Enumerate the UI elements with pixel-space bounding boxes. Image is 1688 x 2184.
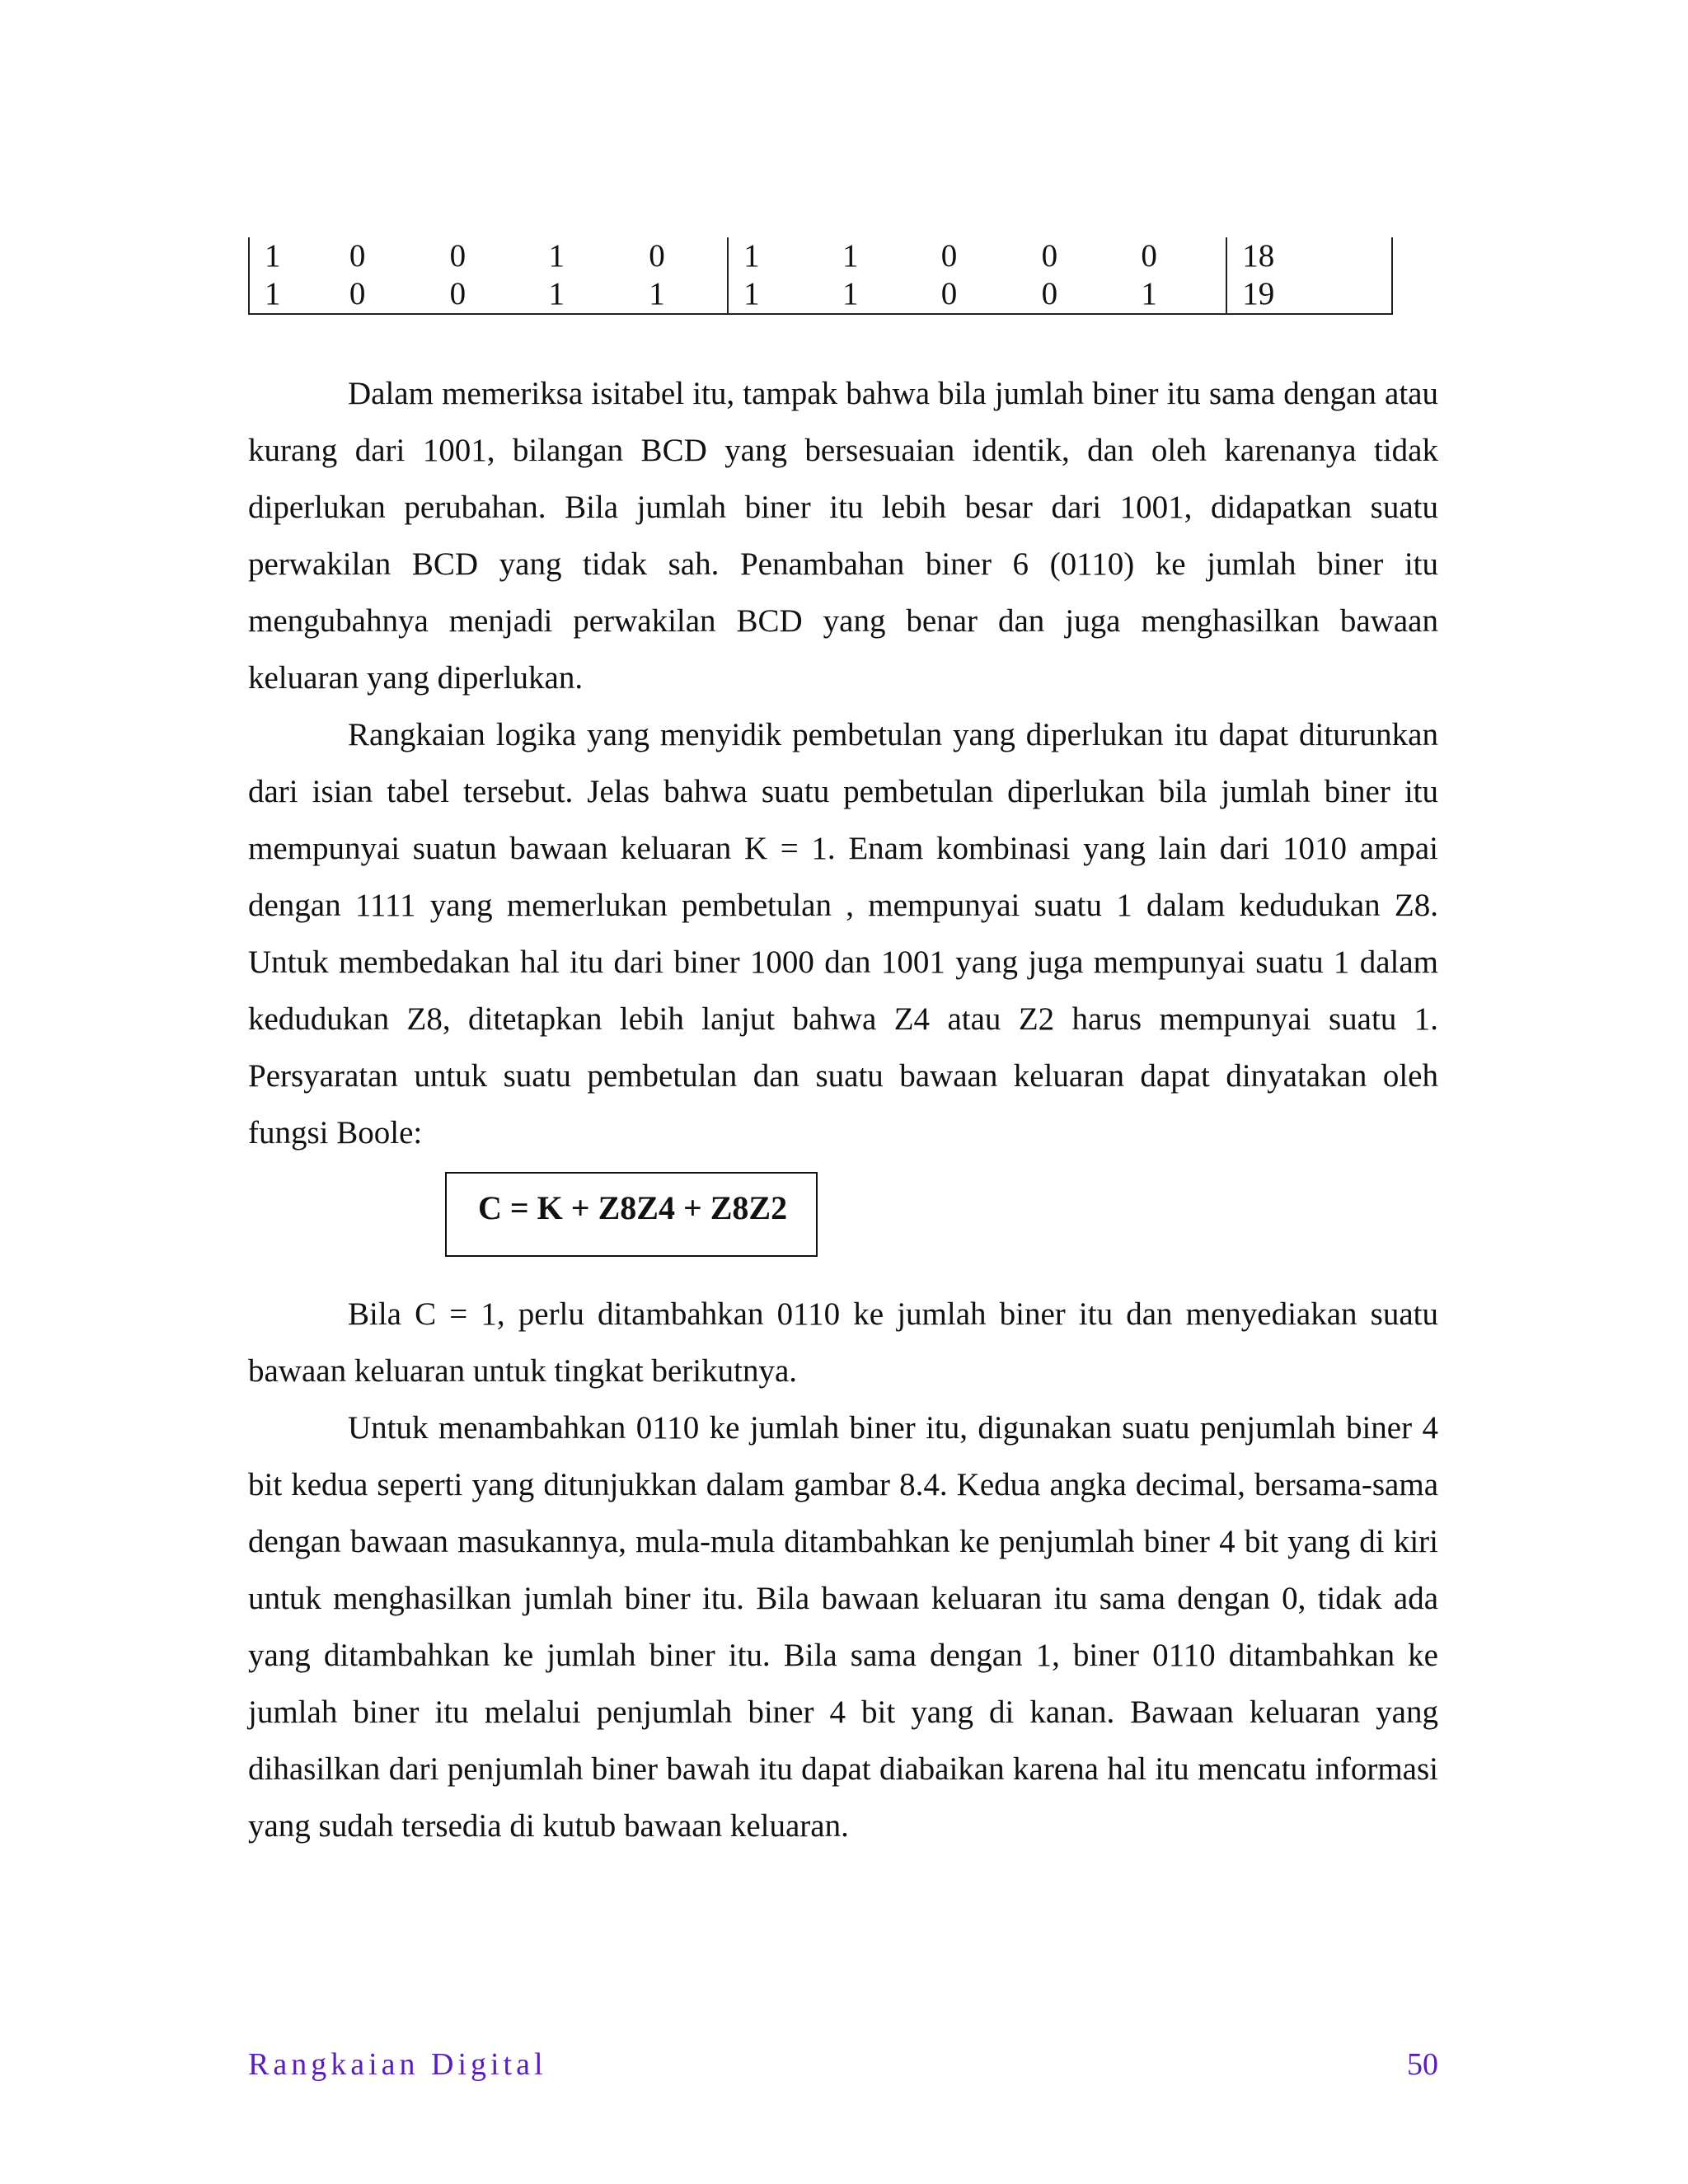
table-cell: 0 bbox=[940, 238, 958, 274]
paragraph-text: Dalam memeriksa isitabel itu, tampak bahwa bila jumlah biner itu sama dengan atau kurang dari 1001, bilangan BCD yang bersesuaian identik, dan oleh karenanya tidak diperlukan perubahan. Bila jumlah biner itu lebih besar dari 1001, didapatkan suatu perwakilan BCD yang tidak sah. Penambahan biner 6 (0110) ke jumlah biner itu mengubahnya menjadi perwakilan BCD yang benar dan juga menghasilkan bawaan keluaran yang diperlukan. bbox=[248, 376, 1438, 696]
table-cell: 1 bbox=[728, 275, 828, 314]
table-cell: 1 bbox=[649, 276, 665, 312]
table-cell: 1 bbox=[728, 237, 828, 275]
table-cell: 0 bbox=[940, 276, 958, 312]
table-cell: 0 bbox=[649, 238, 665, 274]
table-cell: 0 bbox=[449, 238, 467, 274]
table-cell: 0 bbox=[1041, 276, 1058, 312]
page-number: 50 bbox=[1407, 2047, 1438, 2082]
table-row bbox=[249, 237, 1392, 275]
paragraph-text: Untuk menambahkan 0110 ke jumlah biner itu, digunakan suatu penjumlah biner 4 bit kedua seperti yang ditunjukkan dalam gambar 8.4. Kedua angka decimal, bersama-sama dengan bawaan masukannya, mula-mula ditambahkan ke penjumlah biner 4 bit yang di kiri untuk menghasilkan jumlah biner itu. Bila bawaan keluaran itu sama dengan 0, tidak ada yang ditambahkan ke jumlah biner itu. Bila sama dengan 1, biner 0110 ditambahkan ke jumlah biner itu melalui penjumlah biner 4 bit yang di kanan. Bawaan keluaran yang dihasilkan dari penjumlah biner bawah itu dapat diabaikan karena hal itu mencatu informasi yang sudah tersedia di kutub bawaan keluaran. bbox=[248, 1410, 1438, 1844]
paragraph bbox=[248, 706, 1438, 1161]
table-cell: 0 bbox=[1141, 238, 1157, 274]
paragraph-text: Bila C = 1, perlu ditambahkan 0110 ke jumlah biner itu dan menyediakan suatu bawaan keluaran untuk tingkat berikutnya. bbox=[248, 1296, 1438, 1389]
truth-table-fragment bbox=[248, 237, 1393, 315]
table-cell: 1 bbox=[842, 276, 859, 312]
table-cell: 1 bbox=[249, 237, 335, 275]
boolean-formula: C = K + Z8Z4 + Z8Z2 bbox=[478, 1189, 788, 1226]
table-cell: 1 bbox=[548, 238, 565, 274]
table-cell: 1 bbox=[1141, 276, 1157, 312]
table-cell: 0 bbox=[449, 276, 467, 312]
footer-title: Rangkaian Digital bbox=[248, 2047, 547, 2082]
table-cell: 1 bbox=[842, 238, 859, 274]
decimal-cell: 19 bbox=[1226, 275, 1392, 314]
paragraph bbox=[248, 1399, 1438, 1854]
paragraph bbox=[248, 1286, 1438, 1399]
table-cell: 1 bbox=[249, 275, 335, 314]
table-cell: 0 bbox=[349, 276, 366, 312]
table-row bbox=[249, 275, 1392, 314]
table-cell: 0 bbox=[1041, 238, 1058, 274]
decimal-cell: 18 bbox=[1226, 237, 1392, 275]
formula-box bbox=[445, 1172, 818, 1257]
paragraph bbox=[248, 365, 1438, 706]
truth-table bbox=[248, 237, 1393, 315]
table-cell: 0 bbox=[349, 238, 366, 274]
paragraph-text: Rangkaian logika yang menyidik pembetulan yang diperlukan itu dapat diturunkan dari isian tabel tersebut. Jelas bahwa suatu pembetulan diperlukan bila jumlah biner itu mempunyai suatun bawaan keluaran K = 1. Enam kombinasi yang lain dari 1010 ampai dengan 1111 yang memerlukan pembetulan , mempunyai suatu 1 dalam kedudukan Z8. Untuk membedakan hal itu dari biner 1000 dan 1001 yang juga mempunyai suatu 1 dalam kedudukan Z8, ditetapkan lebih lanjut bahwa Z4 atau Z2 harus mempunyai suatu 1. Persyaratan untuk suatu pembetulan dan suatu bawaan keluaran dapat dinyatakan oleh fungsi Boole: bbox=[248, 717, 1438, 1151]
table-cell: 1 bbox=[548, 276, 565, 312]
